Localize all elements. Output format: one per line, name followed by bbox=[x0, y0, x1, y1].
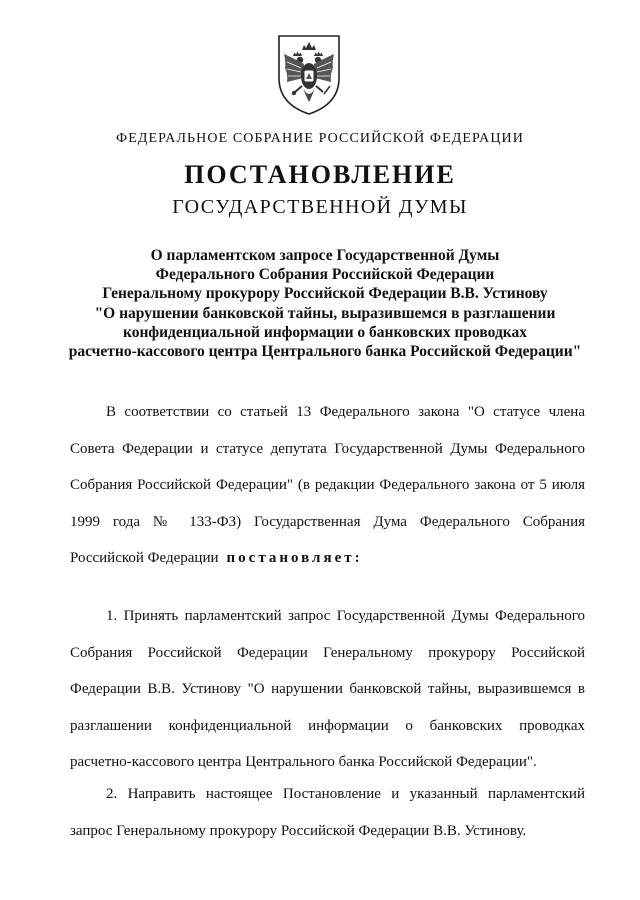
subject-line: "О нарушении банковской тайны, выразившемся в разглашении bbox=[94, 304, 556, 322]
paragraph-line: Собрания Российской Федерации Генеральному прокурору Российской bbox=[70, 644, 585, 661]
russian-coat-of-arms-icon bbox=[275, 32, 343, 118]
paragraph-line: В соответствии со статьей 13 Федерального закона "О статусе члена bbox=[106, 404, 585, 420]
subject-line: О парламентском запросе Государственной Думы bbox=[150, 247, 500, 264]
paragraph-line: расчетно-кассового центра Центрального банка Российской Федерации". bbox=[70, 754, 537, 770]
paragraph-line: 1999 года № 133-ФЗ) Государственная Дума Федерального Собрания bbox=[70, 513, 585, 530]
paragraph-text: Российской Федерации bbox=[70, 550, 219, 566]
item-2-paragraph bbox=[70, 776, 585, 849]
paragraph-line: Собрания Российской Федерации" (в редакции Федерального закона от 5 июля bbox=[70, 477, 585, 493]
subject-line: расчетно-кассового центра Центрального банка Российской Федерации" bbox=[68, 343, 582, 361]
assembly-heading: ФЕДЕРАЛЬНОЕ СОБРАНИЕ РОССИЙСКОЙ ФЕДЕРАЦИИ bbox=[116, 131, 524, 146]
issuer-heading: ГОСУДАРСТВЕННОЙ ДУМЫ bbox=[172, 196, 468, 218]
item-1-paragraph bbox=[70, 598, 585, 781]
subject-line: конфиденциальной информации о банковских проводках bbox=[122, 323, 528, 341]
preamble-paragraph bbox=[70, 394, 585, 577]
paragraph-line: 1. Принять парламентский запрос Государственной Думы Федерального bbox=[106, 608, 585, 624]
decree-word: постановляет: bbox=[226, 550, 363, 566]
paragraph-line bbox=[70, 540, 585, 577]
subject-line: Федерального Собрания Российской Федерации bbox=[155, 266, 495, 284]
subject-line: Генеральному прокурору Российской Федерации В.В. Устинову bbox=[102, 285, 548, 303]
paragraph-line: запрос Генеральному прокурору Российской Федерации В.В. Устинову. bbox=[70, 822, 527, 839]
document-type-title: ПОСТАНОВЛЕНИЕ bbox=[184, 160, 456, 189]
paragraph-line: Совета Федерации и статусе депутата Государственной Думы Федерального bbox=[70, 440, 585, 457]
subject-heading bbox=[40, 246, 610, 361]
paragraph-line: 2. Направить настоящее Постановление и указанный парламентский bbox=[106, 786, 585, 802]
paragraph-line: Федерации В.В. Устинову "О нарушении банковской тайны, выразившемся в bbox=[70, 681, 585, 697]
paragraph-line: разглашении конфиденциальной информации о банковских проводках bbox=[70, 717, 585, 734]
